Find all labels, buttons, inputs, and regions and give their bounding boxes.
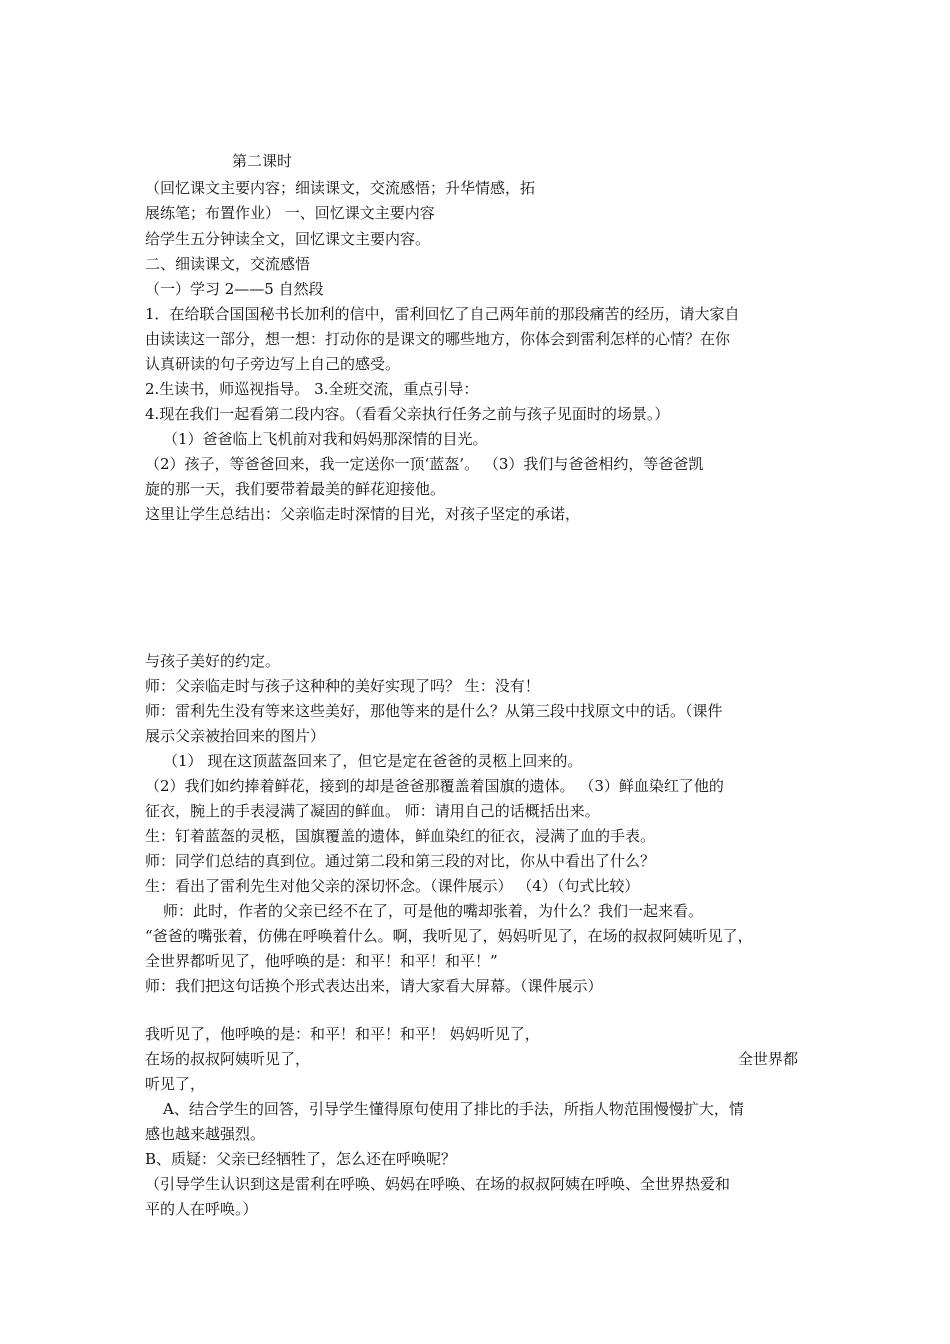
text-line: 师：雷利先生没有等来这些美好，那他等来的是什么？从第三段中找原文中的话。（课件	[145, 702, 723, 720]
text-line: 展练笔；布置作业） 一、回忆课文主要内容	[145, 204, 435, 222]
text-line: 征衣，腕上的手表浸满了凝固的鲜血。 师：请用自己的话概括出来。	[145, 802, 600, 820]
text-line: 认真研读的句子旁边写上自己的感受。	[145, 355, 401, 373]
text-line: 在场的叔叔阿姨听见了，	[145, 1050, 311, 1068]
text-line: 我听见了，他呼唤的是：和平！和平！和平！ 妈妈听见了，	[145, 1025, 540, 1043]
text-line: 平的人在呼唤。）	[145, 1200, 258, 1218]
text-line: 生：看出了雷利先生对他父亲的深切怀念。（课件展示） （4）（句式比较）	[145, 877, 640, 895]
text-line: 这里让学生总结出：父亲临走时深情的目光，对孩子坚定的承诺，	[145, 505, 581, 523]
subsection-heading: （一）学习 2——5 自然段	[145, 280, 324, 298]
text-line: 生：钉着蓝盔的灵柩，国旗覆盖的遗体，鲜血染红的征衣，浸满了血的手表。	[145, 827, 656, 845]
text-line: （2）孩子，等爸爸回来，我一定送你一顶‘蓝盔’。 （3）我们与爸爸相约，等爸爸凯	[145, 455, 704, 473]
lesson-title: 第二课时	[232, 152, 293, 170]
text-line: 1．在给联合国国秘书长加利的信中，雷利回忆了自己两年前的那段痛苦的经历，请大家自	[145, 305, 740, 323]
text-line: 师：此时，作者的父亲已经不在了，可是他的嘴却张着，为什么？我们一起来看。	[163, 902, 704, 920]
text-line: 师：我们把这句话换个形式表达出来，请大家看大屏幕。（课件展示）	[145, 977, 603, 995]
text-line: 由读读这一部分，想一想：打动你的是课文的哪些地方，你体会到雷利怎样的心情？在你	[145, 330, 731, 348]
text-line: 师：同学们总结的真到位。通过第二段和第三段的对比，你从中看出了什么？	[145, 852, 656, 870]
text-line: 师：父亲临走时与孩子这种种的美好实现了吗？ 生：没有！	[145, 677, 540, 695]
text-line: （引导学生认识到这是雷利在呼唤、妈妈在呼唤、在场的叔叔阿姨在呼唤、全世界热爱和	[145, 1175, 731, 1193]
text-line: （2）我们如约捧着鲜花，接到的却是爸爸那覆盖着国旗的遗体。 （3）鲜血染红了他的	[145, 777, 724, 795]
text-line: （回忆课文主要内容；细读课文，交流感悟；升华情感，拓	[145, 179, 536, 197]
text-line: 展示父亲被抬回来的图片）	[145, 727, 326, 745]
text-line: 旋的那一天，我们要带着最美的鲜花迎接他。	[145, 480, 446, 498]
text-line: 与孩子美好的约定。	[145, 652, 281, 670]
text-line: 听见了，	[145, 1075, 206, 1093]
text-line: 给学生五分钟读全文，回忆课文主要内容。	[145, 230, 431, 248]
text-fragment-right: 全世界都	[738, 1050, 799, 1068]
section-heading: 二、细读课文，交流感悟	[145, 255, 311, 273]
text-line: （1）爸爸临上飞机前对我和妈妈那深情的目光。	[163, 430, 488, 448]
text-line: 4.现在我们一起看第二段内容。（看看父亲执行任务之前与孩子见面时的场景。）	[145, 405, 670, 423]
text-line: （1） 现在这顶蓝盔回来了，但它是定在爸爸的灵柩上回来的。	[163, 752, 583, 770]
text-line: A、结合学生的回答，引导学生懂得原句使用了排比的手法，所指人物范围慢慢扩大，情	[163, 1100, 744, 1118]
quote-line: 全世界都听见了，他呼唤的是：和平！和平！和平！”	[145, 952, 498, 970]
text-line: B、质疑：父亲已经牺牲了，怎么还在呼唤呢？	[145, 1150, 457, 1168]
text-line: 2.生读书，师巡视指导。 3.全班交流，重点引导：	[145, 380, 479, 398]
text-line: 感也越来越强烈。	[145, 1125, 266, 1143]
quote-line: “爸爸的嘴张着，仿佛在呼唤着什么。啊，我听见了，妈妈听见了，在场的叔叔阿姨听见了，	[145, 927, 753, 945]
